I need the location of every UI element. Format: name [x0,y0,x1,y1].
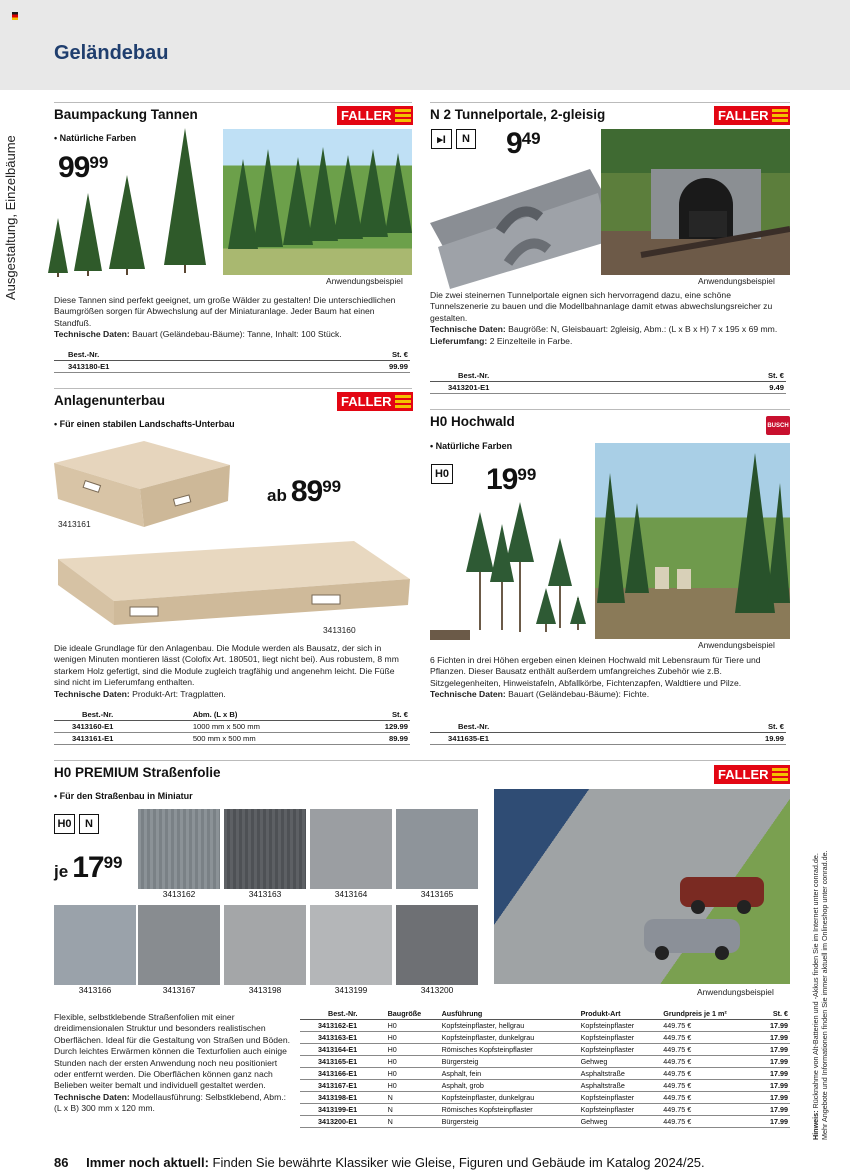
swatch-3413199 [310,905,392,985]
table-row: 3413200-E1 N Bürgersteig Gehweg 449.75 € 17.99 [300,1116,790,1128]
price: $99^{99}$ [58,151,109,184]
fir-trees-product-image [44,123,219,278]
swatch-3413166 [54,905,136,985]
large-module-image [54,539,412,627]
footer-text: Finden Sie bewährte Klassiker wie Gleise, Figuren und Gebäude im Katalog 2024/25. [212,1155,705,1170]
table-row: 3413166-E1 H0 Asphalt, fein Asphaltstraße 449.75 € 17.99 [300,1068,790,1080]
swatch-3413163 [224,809,306,889]
example-caption: Anwendungsbeispiel [697,987,774,997]
product-description: Die ideale Grundlage für den Anlagenbau. Die Module werden als Bausatz, der sich in wenigen Minuten montieren lässt (Colofix Art. 180501, liegt nicht bei). Aus robustem, 8 mm starkem Holz gefertigt, sind die Module zugleich tragfähig und angenehm leicht. Die Füße sind nicht im Lieferumfang enthalten. Technische Daten: Produkt-Art: Tragplatten. [54,643,399,699]
order-table: Best.-Nr. St. € 3411635-E1 19.99 [430,721,786,745]
faller-logo: FALLER [337,106,413,125]
fir-forest-photo [223,129,412,275]
product-title: N 2 Tunnelportale, 2-gleisig [430,107,606,122]
footer-emphasis: Immer noch aktuell: [86,1155,209,1170]
small-module-image [54,439,234,529]
swatch-label: 3413199 [334,985,368,995]
table-row: 3413164-E1 H0 Römisches Kopfsteinpflaster Kopfsteinpflaster 449.75 € 17.99 [300,1044,790,1056]
page-header [0,0,850,90]
example-caption: Anwendungsbeispiel [326,276,403,286]
page-category-title: Geländebau [54,42,169,64]
table-row: 3413180-E1 99.99 [54,361,410,373]
product-description: Die zwei steinernen Tunnelportale eignen sich hervorragend dazu, eine schöne Tunnelszenerie zu bauen und die Modellbahnanlage damit etwas abwechslungsreicher zu gestalten. Technische Daten: Baugröße: N, Gleisbauart: 2gleisig, Abm.: (L x B x H) 7 x 195 x 69 mm. Lieferumfang: 2 Einzelteile in Farbe. [430,290,778,346]
swatch-label: 3413200 [420,985,454,995]
faller-logo: FALLER [714,765,790,784]
swatch-label: 3413198 [248,985,282,995]
swatch-label: 3413164 [334,889,368,899]
scale-badge-n: N [79,814,99,834]
example-caption: Anwendungsbeispiel [698,640,775,650]
order-table: Best.-Nr. St. € 3413201-E1 9.49 [430,370,786,394]
price: je $17^{99}$ [54,851,123,884]
swatch-3413200 [396,905,478,985]
example-caption: Anwendungsbeispiel [698,276,775,286]
scale-badge-h0: H0 [54,814,75,834]
product-title: H0 PREMIUM Straßenfolie [54,765,221,780]
swatch-label: 3413166 [78,985,112,995]
side-note: Hinweis: Rücknahme von Alt-Batterien und -Akkus finden Sie im Internet unter conrad.de. Mehr Angebote und Informationen finden Sie immer aktuell im Onlineshop unter conrad.de. [811,850,829,1140]
feature-bullet: • Natürliche Farben [54,133,137,143]
product-baumpackung [54,102,412,382]
swatch-3413165 [396,809,478,889]
product-strassenfolie [54,760,790,1145]
swatch-3413162 [138,809,220,889]
swatch-label: 3413167 [162,985,196,995]
feature-bullet: • Für einen stabilen Landschafts-Unterbau [54,419,235,429]
table-row: 3411635-E1 19.99 [430,733,786,745]
flag-icon [12,12,18,20]
swatch-3413198 [224,905,306,985]
product-title: Baumpackung Tannen [54,107,198,122]
swatch-label: 3413165 [420,889,454,899]
module-number-large: 3413160 [323,625,356,635]
table-row: 3413201-E1 9.49 [430,382,786,394]
busch-logo: BUSCH [766,416,790,435]
product-description: Diese Tannen sind perfekt geeignet, um große Wälder zu gestalten! Die unterschiedlichen Baumgrößen sorgen für Abwechslung auf der Miniaturanlage. Jeder Baum hat einen Standfuß. Technische Daten: Bauart (Geländebau-Bäume): Tanne, Inhalt: 100 Stück. [54,295,396,340]
scale-badge-h0: H0 [431,464,453,484]
module-number-small: 3413161 [58,519,91,529]
table-row: 3413161-E1 500 mm x 500 mm 89.99 [54,733,410,745]
page-footer [54,1155,705,1170]
price: $19^{99}$ [486,463,537,496]
product-hochwald [430,409,790,755]
price: $9^{49}$ [506,127,541,160]
side-section-title: Ausgestaltung, Einzelbäume [3,135,18,300]
order-table: Best.-Nr. St. € 3413180-E1 99.99 [54,349,410,373]
table-row: 3413162-E1 H0 Kopfsteinpflaster, hellgrau Kopfsteinpflaster 449.75 € 17.99 [300,1020,790,1032]
product-description: 6 Fichten in drei Höhen ergeben einen kleinen Hochwald mit Lebensraum für Tiere und Pflanzen. Dieser Bausatz enthält außerdem umfangreiches Zubehör wie z.B. Sitzgelegenheiten, Hinweistafeln, Abfallkörbe, Fichtenzapfen, Waldtiere und Pilze. Technische Daten: Bauart (Geländebau-Bäume): Fichte. [430,655,761,700]
swatch-3413164 [310,809,392,889]
tunnel-portals-product-image [430,161,615,291]
product-title: H0 Hochwald [430,414,515,429]
order-table: Best.-Nr. Baugröße Ausführung Produkt-Art Grundpreis je 1 m² St. € 3413162-E1 H0 Kopfsteinpflaster, hellgrau Kopfsteinpflaster 449.75 € 17.99 3413163-E1 H0 Kopfsteinpflaster, dunkelgrau Kopfsteinpflaster 449.75 € 17.99 3413164-E1 H0 Römisches Kopfsteinpflaster Kopfsteinpflaster 449.75 € 17.99 3413165-E1 H0 Bürgersteig Gehweg 449.75 € 17.99 3413166-E1 H0 Asphalt, fein Asphaltstraße 449.75 € 17.99 3413167-E1 H0 Asphalt, grob Asphaltstraße 449.75 € 17.99 3413198-E1 N Kopfsteinpflaster, dunkelgrau Kopfsteinpflaster 449.75 € 17.99 3413199-E1 N Römisches Kopfsteinpflaster Kopfsteinpflaster 449.75 € 17.99 3413200-E1 N Bürgersteig Gehweg 449.75 € 17.99 [300,1008,790,1128]
table-row: 3413167-E1 H0 Asphalt, grob Asphaltstraße 449.75 € 17.99 [300,1080,790,1092]
product-title: Anlagenunterbau [54,393,166,408]
faller-logo: FALLER [337,392,413,411]
table-row: 3413165-E1 H0 Bürgersteig Gehweg 449.75 € 17.99 [300,1056,790,1068]
product-anlagenunterbau [54,388,412,754]
table-row: 3413199-E1 N Römisches Kopfsteinpflaster Kopfsteinpflaster 449.75 € 17.99 [300,1104,790,1116]
swatch-label: 3413162 [162,889,196,899]
page-number: 86 [54,1155,69,1170]
tunnel-portal-photo [601,129,790,275]
feature-bullet: • Für den Straßenbau in Miniatur [54,791,193,801]
street-scene-photo [494,789,790,984]
product-tunnelportale [430,102,790,398]
forest-scene-photo [595,443,790,639]
order-table: Best.-Nr. Abm. (L x B) St. € 3413160-E1 1000 mm x 500 mm 129.99 3413161-E1 500 mm x 500 mm 89.99 [54,709,410,745]
table-row: 3413198-E1 N Kopfsteinpflaster, dunkelgrau Kopfsteinpflaster 449.75 € 17.99 [300,1092,790,1104]
scale-badge-n: N [456,129,476,149]
price: ab $89^{99}$ [267,475,342,508]
faller-logo: FALLER [714,106,790,125]
spruce-kit-image [430,502,595,642]
swatch-3413167 [138,905,220,985]
feature-bullet: • Natürliche Farben [430,441,513,451]
product-description: Flexible, selbstklebende Straßenfolien mit einer dreidimensionalen Struktur und besonders realistischen Oberflächen. Ideal für die Gestaltung von Straßen und Böden. Durch leichtes Erwärmen können die Texturfolien auch einige Stunden nach der ersten Anwendung noch neu positioniert oder entfernt werden. Die Oberflächen können ganz nach Belieben weiter bemalt und individuell gestaltet werden. Technische Daten: Modellausführung: Selbstklebend, Abm.: (L x B) 300 mm x 120 mm. [54,1012,291,1114]
scale-badge-gauge: ▸I [431,129,452,149]
table-row: 3413160-E1 1000 mm x 500 mm 129.99 [54,721,410,733]
table-row: 3413163-E1 H0 Kopfsteinpflaster, dunkelgrau Kopfsteinpflaster 449.75 € 17.99 [300,1032,790,1044]
swatch-label: 3413163 [248,889,282,899]
